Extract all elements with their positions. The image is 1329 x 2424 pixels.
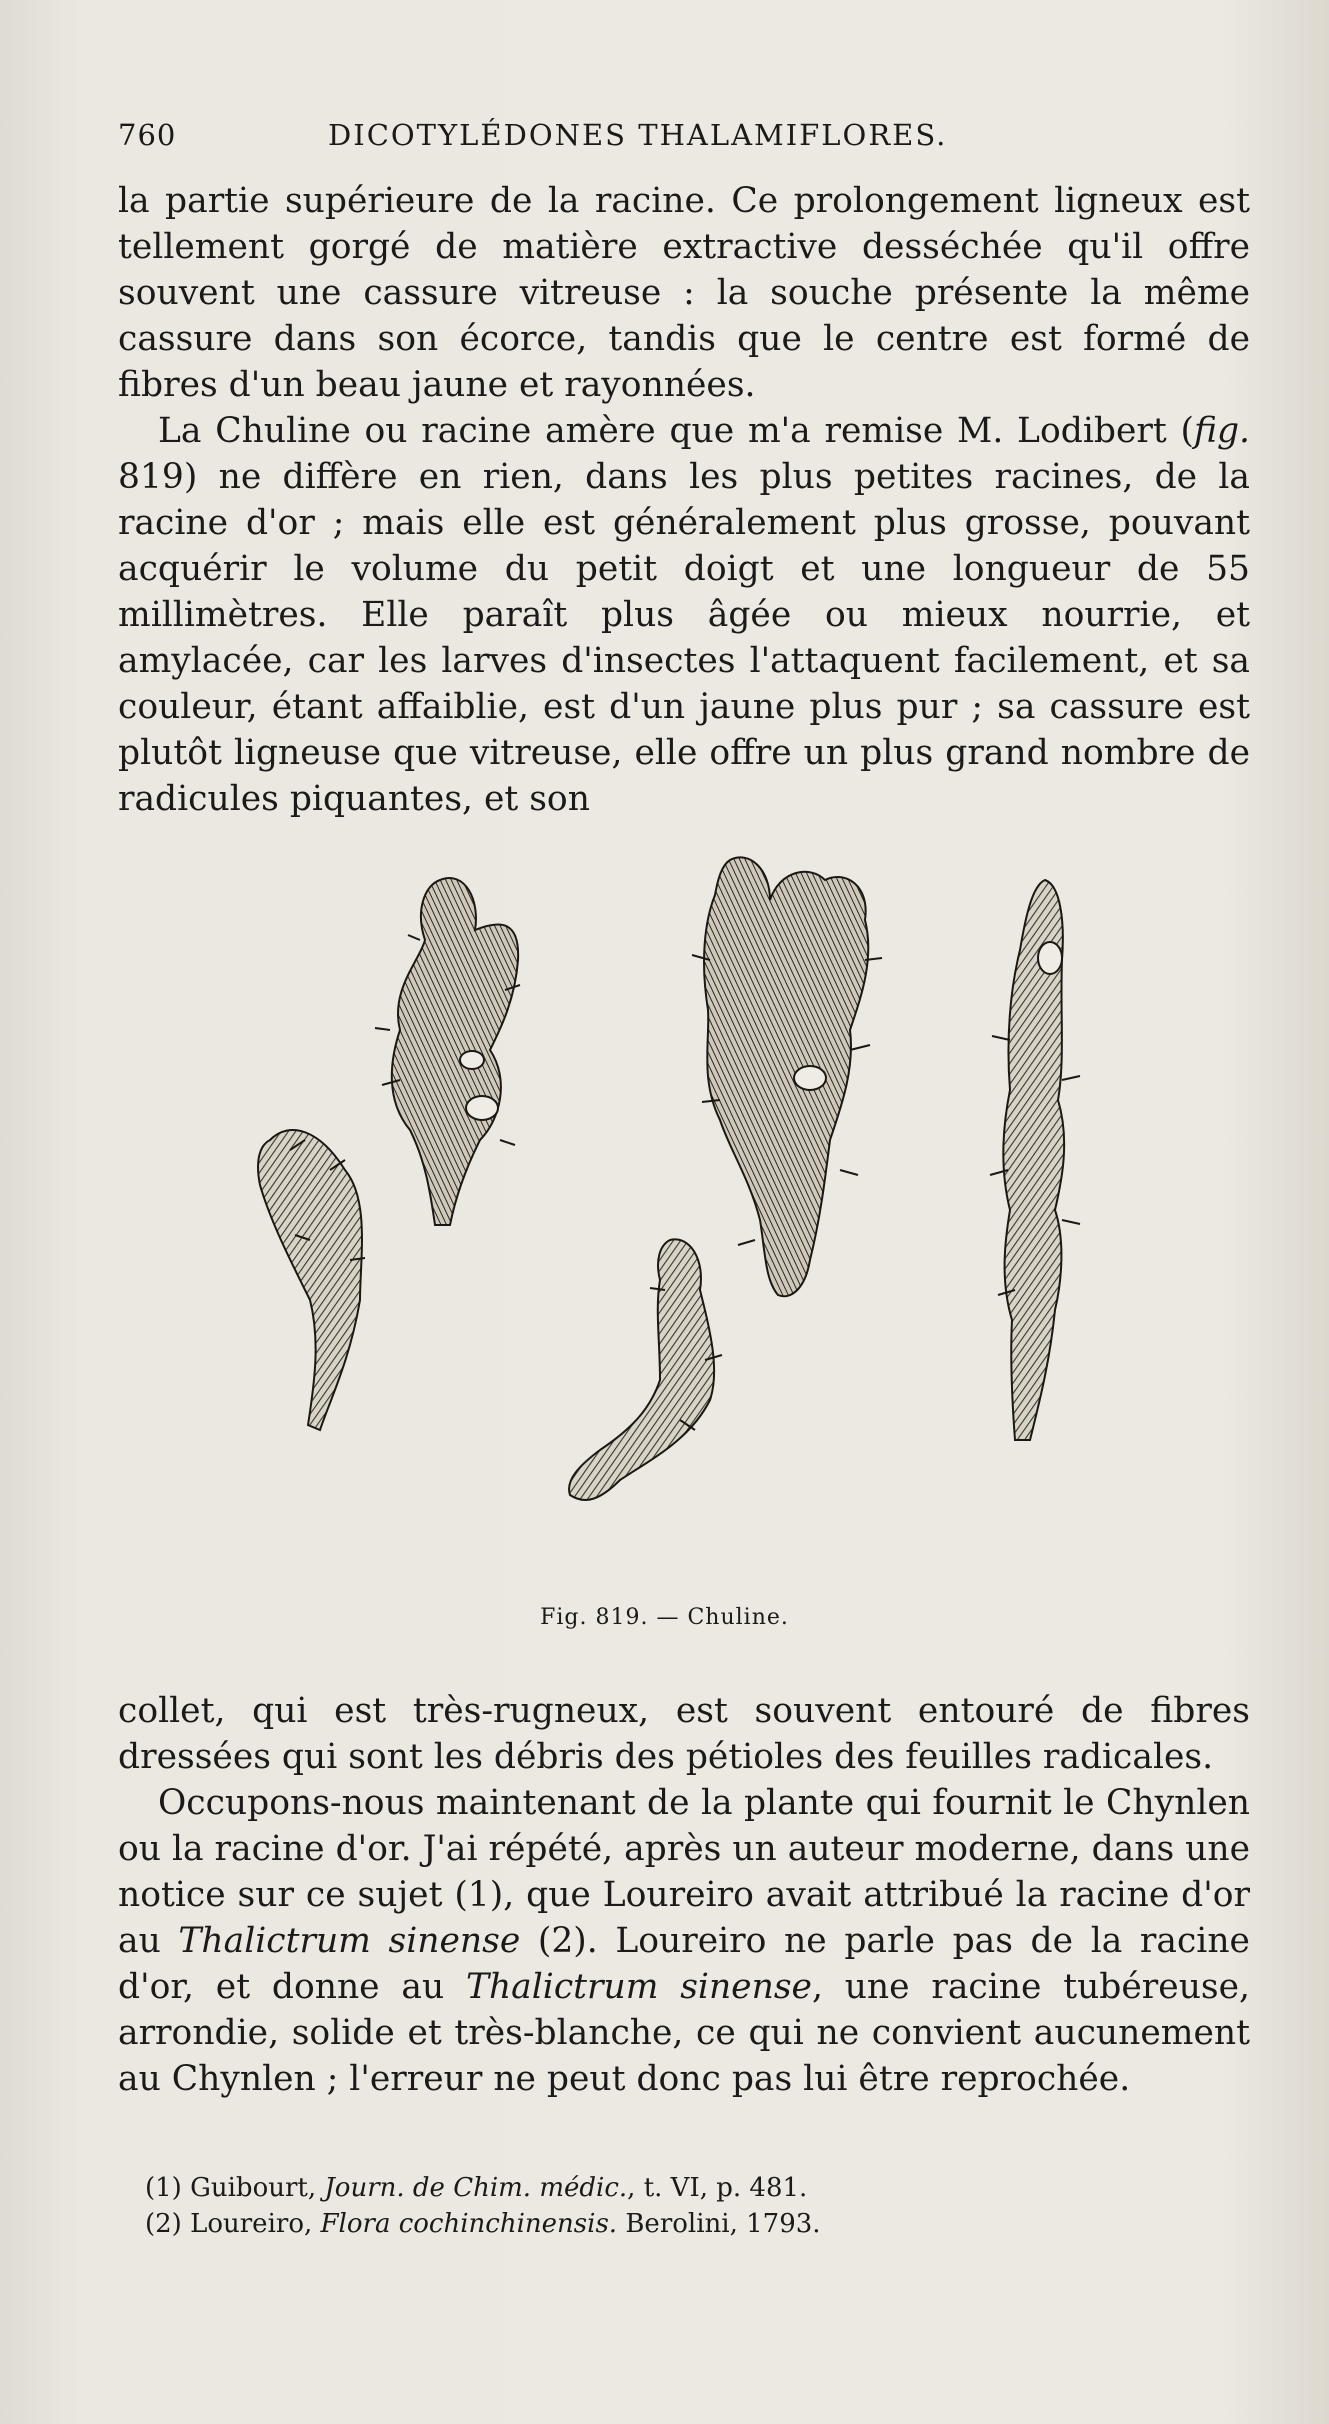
figure-caption: Fig. 819. — Chuline. <box>540 1605 789 1630</box>
paragraph: collet, qui est très-rugneux, est souvent entouré de fibres dressées qui sont les débris des pétioles des feuilles radicales. <box>118 1691 1250 1777</box>
text-run: La Chuline ou racine amère que m'a remise M. Lodibert ( <box>158 411 1194 451</box>
text-run: (1) Guibourt, <box>145 2173 325 2203</box>
figure-reference: fig. <box>1193 411 1250 451</box>
body-text-bottom <box>118 1688 1250 2102</box>
text-run: (2) Loureiro, <box>145 2209 321 2239</box>
species-name: Thalictrum sinense <box>465 1967 812 2007</box>
text-run: 819) ne diffère en rien, dans les plus petites racines, de la racine d'or ; mais elle est généralement plus grosse, pouvant acquérir le volume du petit doigt et une longueur de 55 millimètres. Elle paraît plus âgée ou mieux nourrie, et amylacée, car les larves d'insectes l'attaquent facilement, et sa couleur, étant affaiblie, est d'un jaune plus pur ; sa cassure est plutôt ligneuse que vitreuse, elle offre un plus grand nombre de radicules piquantes, et son <box>118 457 1250 819</box>
running-title: DICOTYLÉDONES THALAMIFLORES. <box>328 118 948 152</box>
paragraph <box>118 408 1250 822</box>
species-name: Thalictrum sinense <box>178 1921 521 1961</box>
root-specimen <box>375 878 520 1225</box>
text-run: , une racine tubéreuse, arrondie, solide et très-blanche, ce qui ne convient aucunement au Chynlen ; l'erreur ne peut donc pas lui être reprochée. <box>118 1967 1251 2099</box>
text-run: , t. VI, p. 481. <box>627 2173 808 2203</box>
text-run: Occupons-nous maintenant de la plante qui fournit le Chynlen ou la racine d'or. J'ai répété, après un auteur moderne, dans une notice sur ce sujet (1), que Loureiro avait attribué la racine d'or au <box>118 1783 1250 1961</box>
root-specimen <box>258 1130 365 1430</box>
paragraph <box>118 1780 1250 2102</box>
footnote <box>145 2170 1245 2206</box>
book-title: Flora cochinchinensis. <box>320 2209 618 2239</box>
root-engravings <box>250 840 1120 1580</box>
footnote <box>145 2206 1245 2242</box>
footnotes <box>145 2170 1245 2242</box>
paragraph: la partie supérieure de la racine. Ce prolongement ligneux est tellement gorgé de matière extractive desséchée qu'il offre souvent une cassure vitreuse : la souche présente la même cassure dans son écorce, tandis que le centre est formé de fibres d'un beau jaune et rayonnées. <box>118 181 1250 405</box>
page-number: 760 <box>118 118 177 152</box>
body-text-top <box>118 178 1250 822</box>
running-header <box>118 118 1268 158</box>
root-specimen <box>569 1239 722 1500</box>
text-run: Berolini, 1793. <box>617 2209 821 2239</box>
root-specimen <box>990 880 1080 1440</box>
root-specimen <box>692 857 882 1296</box>
figure-illustration <box>250 840 1120 1580</box>
text-run: (2). Loureiro ne parle pas de la racine d'or, et donne au <box>118 1921 1250 2007</box>
journal-title: Journ. de Chim. médic. <box>324 2173 628 2203</box>
